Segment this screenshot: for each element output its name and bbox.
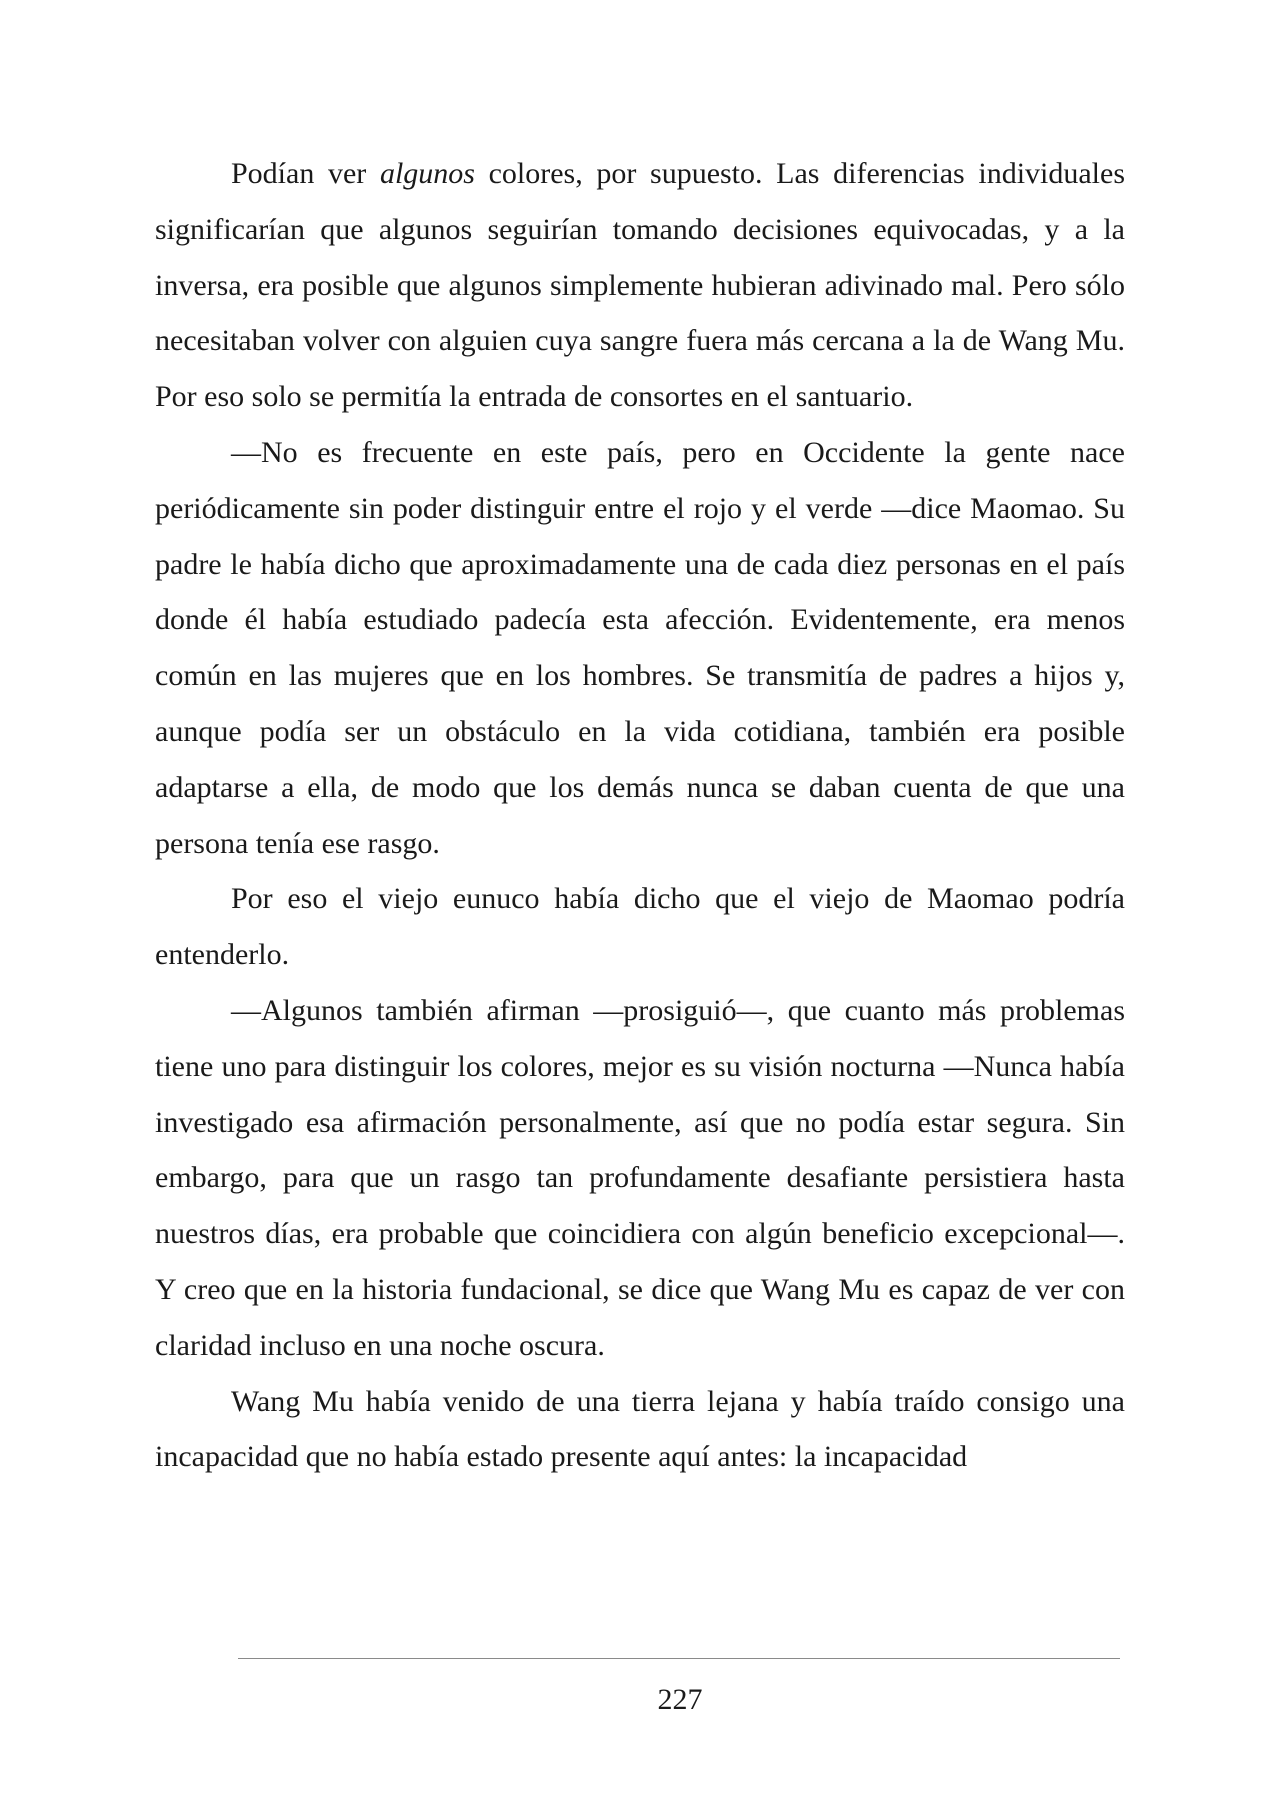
page-body	[155, 146, 1125, 1485]
paragraph-2: —No es frecuente en este país, pero en Occidente la gente nace periódicamente sin poder distinguir entre el rojo y el verde —dice Maomao. Su padre le había dicho que aproximadamente una de cada diez personas en el país donde él había estudiado padecía esta afección. Evidentemente, era menos común en las mujeres que en los hombres. Se transmitía de padres a hijos y, aunque podía ser un obstáculo en la vida cotidiana, también era posible adaptarse a ella, de modo que los demás nunca se daban cuenta de que una persona tenía ese rasgo.	[155, 435, 1125, 860]
paragraph-1-after: colores, por supuesto. Las diferencias individuales significarían que algunos seguirían tomando decisiones equivocadas, y a la inversa, era posible que algunos simplemente hubieran adivinado mal. Pero sólo necesitaban volver con alguien cuya sangre fuera más cercana a la de Wang Mu. Por eso solo se permitía la entrada de consortes en el santuario.	[155, 157, 1126, 414]
page-number: 227	[657, 1683, 703, 1716]
paragraph-1-italic: algunos	[379, 157, 475, 190]
paragraph-1-before: Podían ver	[231, 157, 380, 190]
footer-divider	[238, 1658, 1120, 1659]
paragraph-1	[155, 146, 1125, 425]
paragraph-3: Por eso el viejo eunuco había dicho que el viejo de Maomao podría entenderlo.	[155, 882, 1125, 972]
paragraph-4: —Algunos también afirman —prosiguió—, que cuanto más problemas tiene uno para distinguir los colores, mejor es su visión nocturna —Nunca había investigado esa afirmación personalmente, así que no podía estar segura. Sin embargo, para que un rasgo tan profundamente desafiante persistiera hasta nuestros días, era probable que coincidiera con algún beneficio excepcional—. Y creo que en la historia fundacional, se dice que Wang Mu es capaz de ver con claridad incluso en una noche oscura.	[155, 993, 1125, 1362]
paragraph-5: Wang Mu había venido de una tierra lejana y había traído consigo una incapacidad que no había estado presente aquí antes: la incapacidad	[155, 1384, 1125, 1474]
